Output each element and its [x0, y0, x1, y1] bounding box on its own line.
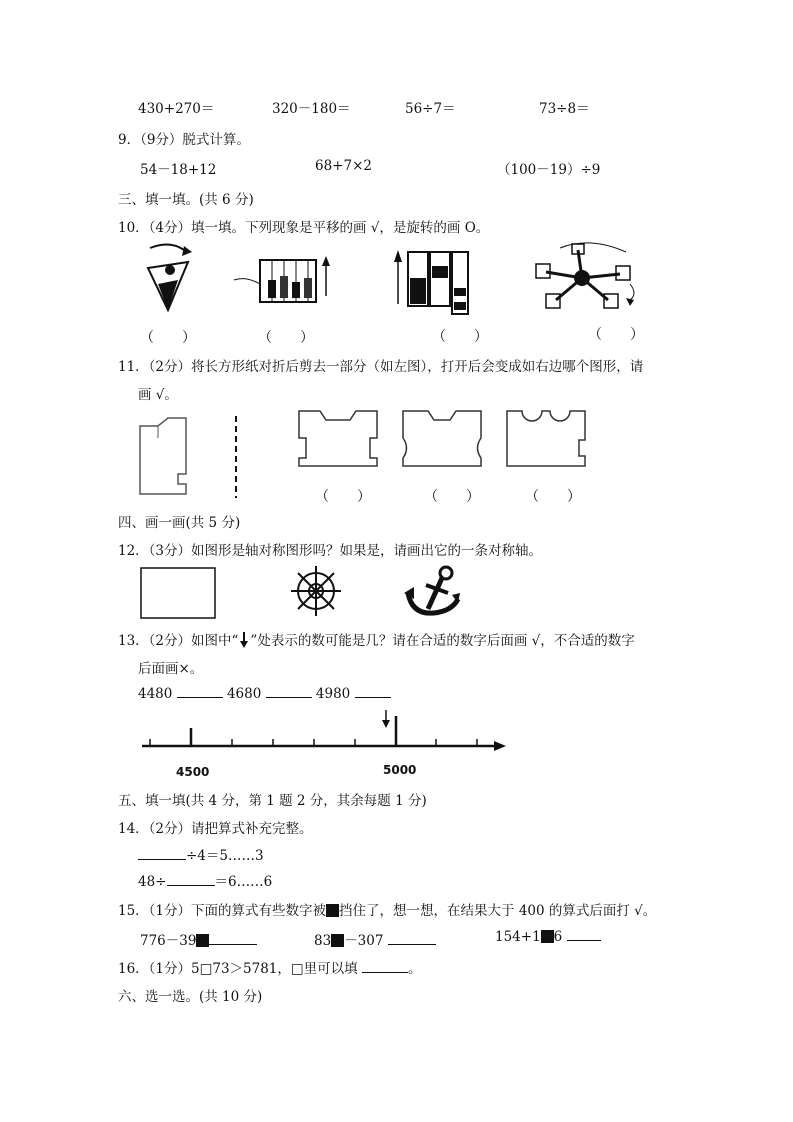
answer-paren[interactable]: （ ） [258, 330, 314, 346]
carousel-picture [530, 238, 642, 314]
option-shape-3 [504, 406, 588, 470]
section-5-heading: 五、填一填(共 4 分，第 1 题 2 分，其余每题 1 分) [118, 793, 427, 809]
abacus-picture [232, 250, 332, 310]
q15-e2-text-a: 83 [314, 933, 332, 949]
hidden-digit-square [196, 934, 209, 947]
option-shape-1 [296, 408, 380, 470]
answer-blank[interactable] [138, 858, 186, 860]
blinds-picture [390, 244, 474, 316]
axis-label-4500: 4500 [176, 765, 210, 779]
answer-paren[interactable]: （ ） [140, 330, 196, 346]
q9-item: （100－19）÷9 [497, 162, 601, 178]
q13-option: 4680 [226, 686, 262, 702]
calc-item: 430+270＝ [138, 101, 215, 117]
answer-blank[interactable] [355, 696, 391, 698]
q13-options [138, 686, 391, 702]
q15-e1-text: 776－39 [140, 933, 197, 949]
answer-paren[interactable]: （ ） [432, 329, 488, 345]
answer-paren[interactable]: （ ） [525, 489, 581, 505]
question-10-title: 10．（4分）填一填。下列现象是平移的画 √，是旋转的画 O。 [118, 220, 490, 236]
question-14-title: 14．（2分）请把算式补充完整。 [118, 821, 313, 837]
q13-text-b: ”处表示的数可能是几？请在合适的数字后面画 √，不合适的数字 [250, 633, 635, 649]
option-shape-2 [400, 408, 484, 470]
q15-e2-text-b: －307 [344, 933, 384, 949]
q15-expression-1 [140, 929, 257, 949]
question-15-title [118, 899, 656, 919]
q14-eq2-text-a: 48÷ [138, 874, 167, 890]
q9-item: 68+7×2 [315, 158, 372, 174]
q15-e3-text-b: 6 [553, 929, 563, 945]
q13-option: 4980 [315, 686, 351, 702]
answer-blank[interactable] [388, 943, 436, 945]
folded-paper-picture [138, 412, 248, 502]
question-16 [118, 957, 421, 977]
section-6-heading: 六、选一选。(共 10 分) [118, 989, 263, 1005]
q15-expression-2 [314, 929, 436, 949]
q15-title-a: 15．（1分）下面的算式有些数字被 [118, 903, 327, 919]
question-11-title: 11．（2分）将长方形纸对折后剪去一部分（如左图），打开后会变成如右边哪个图形，请 [118, 359, 644, 375]
section-3-heading: 三、填一填。(共 6 分) [118, 192, 254, 208]
q16-text-b: 。 [407, 961, 422, 977]
answer-blank[interactable] [362, 971, 408, 973]
calc-item: 320－180＝ [272, 101, 351, 117]
q13-text-a: 13．（2分）如图中“ [118, 633, 239, 649]
answer-paren[interactable]: （ ） [315, 489, 371, 505]
q16-text-a: 16．（1分）5□73＞5781，□里可以填 [118, 961, 358, 977]
q14-eq1-text: ÷4＝5……3 [186, 848, 264, 864]
ship-wheel-picture [284, 564, 348, 618]
answer-paren[interactable]: （ ） [588, 327, 644, 343]
q15-expression-3 [495, 929, 601, 945]
rectangle-picture [138, 565, 218, 621]
question-9-title: 9．（9分）脱式计算。 [118, 132, 250, 148]
answer-blank[interactable] [167, 884, 215, 886]
hidden-digit-square [326, 904, 339, 917]
q15-e3-text-a: 154+1 [495, 929, 541, 945]
answer-blank[interactable] [266, 696, 312, 698]
section-4-heading: 四、画一画(共 5 分) [118, 515, 241, 531]
q15-title-b: 挡住了，想一想，在结果大于 400 的算式后面打 √。 [339, 903, 657, 919]
down-arrow-icon [238, 632, 250, 648]
question-13-title [118, 629, 635, 649]
question-13-title-cont: 后面画×。 [138, 661, 204, 677]
anchor-picture [404, 563, 462, 619]
fan-picture [140, 240, 200, 320]
axis-label-5000: 5000 [383, 763, 417, 777]
q9-item: 54－18+12 [140, 162, 217, 178]
hidden-digit-square [331, 934, 344, 947]
calc-item: 56÷7＝ [405, 101, 456, 117]
answer-blank[interactable] [177, 696, 223, 698]
hidden-digit-square [541, 930, 554, 943]
answer-paren[interactable]: （ ） [424, 489, 480, 505]
q14-equation-1 [138, 844, 264, 864]
answer-blank[interactable] [567, 939, 601, 941]
q13-option: 4480 [138, 686, 173, 702]
q14-eq2-text-b: ＝6……6 [214, 874, 273, 890]
question-12-title: 12．（3分）如图形是轴对称图形吗？如果是，请画出它的一条对称轴。 [118, 543, 543, 559]
answer-blank[interactable] [209, 943, 257, 945]
calc-item: 73÷8＝ [539, 101, 590, 117]
q14-equation-2 [138, 870, 272, 890]
question-11-title-cont: 画 √。 [138, 387, 178, 403]
